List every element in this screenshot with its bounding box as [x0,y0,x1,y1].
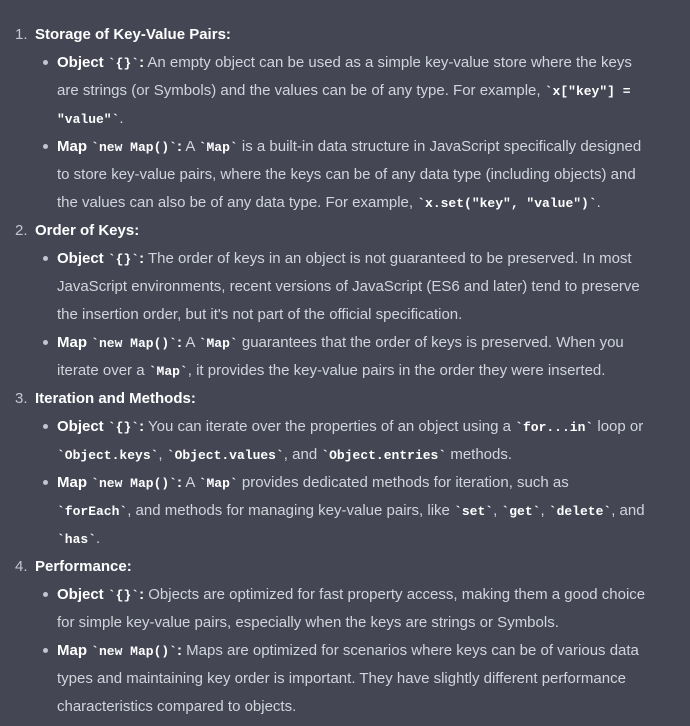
bullet-text-line [0,665,690,693]
inline-code: `for...in` [515,420,594,435]
bullet-icon [43,144,48,149]
text-segment: The order of keys in an object is not guaranteed to be preserved. In most [144,250,632,267]
list-number: 1. [15,26,28,43]
bullet-icon [43,60,48,65]
text-segment: , and [283,446,322,463]
bullet-text-line [0,77,690,105]
section-heading-line [0,21,690,49]
section-heading: Performance: [35,558,132,575]
list-number: 2. [15,222,28,239]
text-segment: : [177,138,182,155]
text-segment: : [177,334,182,351]
bullet-text [57,413,643,442]
text-segment: , it provides the key-value pairs in the order they were inserted. [187,362,606,379]
inline-code: `new Map()` [91,644,177,659]
inline-code: `{}` [107,588,140,603]
inline-code: `x["key"] = [544,84,631,99]
bullet-text-line [0,49,690,77]
bullet-label: Object [57,586,104,603]
bullet-text-line [0,161,690,189]
text-segment: . [596,194,601,211]
text-segment: : [177,474,182,491]
bullet-text-line [0,273,690,301]
inline-code: `set` [454,504,494,519]
section-heading-line [0,385,690,413]
list-number: 4. [15,558,28,575]
inline-code: `Object.values` [166,448,284,463]
text-segment: the insertion order, but it's not part of the official specification. [57,306,463,323]
inline-code: `Object.entries` [321,448,447,463]
bullet-label: Object [57,250,104,267]
section-heading: Storage of Key-Value Pairs: [35,26,231,43]
bullet-label: Map [57,642,87,659]
text-segment: provides dedicated methods for iteration, such as [237,474,569,491]
bullet-text-line [0,609,690,637]
text-segment: , [540,502,549,519]
bullet-text-line [0,245,690,273]
text-segment: for simple key-value pairs, especially when the keys are strings or Symbols. [57,614,559,631]
bullet-icon [43,592,48,597]
bullet-text [57,161,636,189]
text-segment: . [119,110,124,127]
bullet-text [57,637,639,666]
text-segment: the values can also be of any data type. For example, [57,194,418,211]
text-segment: types and maintaining key order is important. They have slightly different performance [57,670,626,687]
bullet-text [57,301,462,329]
inline-code: `x.set("key", "value")` [417,196,597,211]
bullet-text [57,525,100,554]
bullet-label: Map [57,474,87,491]
bullet-text-line [0,329,690,357]
text-segment: : [177,642,182,659]
list-number: 3. [15,390,28,407]
section-heading: Order of Keys: [35,222,140,239]
bullet-text-line [0,469,690,497]
text-segment: An empty object can be used as a simple key-value store where the keys [144,54,632,71]
bullet-text [57,357,605,386]
bullet-icon [43,340,48,345]
text-segment: : [139,54,145,71]
bullet-text [57,133,641,162]
bullet-icon [43,256,48,261]
bullet-text-line [0,581,690,609]
bullet-label: Map [57,334,87,351]
bullet-icon [43,648,48,653]
inline-code: `new Map()` [91,336,177,351]
bullet-text-line [0,441,690,469]
bullet-icon [43,480,48,485]
text-segment: , [158,446,167,463]
bullet-text [57,245,632,274]
inline-code: `Object.keys` [57,448,159,463]
text-segment: iterate over a [57,362,149,379]
bullet-label: Map [57,138,87,155]
inline-code: `Map` [198,336,238,351]
section-heading: Iteration and Methods: [35,390,196,407]
bullet-text [57,469,569,498]
bullet-text [57,77,631,106]
bullet-text-line [0,105,690,133]
text-segment: : [139,250,145,267]
bullet-text-line [0,413,690,441]
inline-code: `Map` [198,476,238,491]
bullet-text-line [0,133,690,161]
bullet-text [57,49,632,78]
inline-code: `{}` [107,420,140,435]
text-segment: . [96,530,101,547]
bullet-icon [43,424,48,429]
text-segment: , and [611,502,645,519]
inline-code: `{}` [107,252,140,267]
text-segment: : [139,586,145,603]
inline-code: `get` [501,504,541,519]
text-segment: Maps are optimized for scenarios where keys can be of various data [182,642,639,659]
text-segment: You can iterate over the properties of an object using a [144,418,516,435]
text-segment: A [182,138,199,155]
text-segment: guarantees that the order of keys is preserved. When you [237,334,624,351]
bullet-text [57,497,645,526]
inline-code: `forEach` [57,504,128,519]
text-segment: is a built-in data structure in JavaScript specifically designed [237,138,642,155]
text-segment: loop or [593,418,644,435]
bullet-text-line [0,637,690,665]
bullet-text-line [0,497,690,525]
text-segment: , [493,502,502,519]
bullet-text-line [0,301,690,329]
bullet-text [57,441,512,470]
bullet-text-line [0,525,690,553]
text-segment: A [182,334,199,351]
bullet-text [57,189,601,218]
inline-code: `delete` [548,504,612,519]
section-heading-line [0,217,690,245]
bullet-text [57,105,124,134]
bullet-label: Object [57,418,104,435]
bullet-text [57,665,626,693]
text-segment: Objects are optimized for fast property access, making them a good choice [144,586,646,603]
inline-code: `Map` [148,364,188,379]
inline-code: `{}` [107,56,140,71]
text-segment: methods. [446,446,513,463]
bullet-text [57,693,296,721]
text-segment: characteristics compared to objects. [57,698,297,715]
bullet-text-line [0,189,690,217]
text-segment: : [139,418,145,435]
text-segment: are strings (or Symbols) and the values can be of any type. For example, [57,82,545,99]
bullet-label: Object [57,54,104,71]
bullet-text-line [0,693,690,721]
bullet-text [57,581,645,610]
text-segment: to store key-value pairs, where the keys can be of any data type (including objects) and [57,166,636,183]
text-segment: JavaScript environments, recent versions of JavaScript (ES6 and later) tend to preserve [57,278,640,295]
bullet-text [57,609,559,637]
bullet-text [57,329,624,358]
bullet-text [57,273,640,301]
text-segment: A [182,474,199,491]
inline-code: `Map` [198,140,238,155]
inline-code: "value"` [57,112,120,127]
text-segment: , and methods for managing key-value pairs, like [127,502,455,519]
bullet-text-line [0,357,690,385]
inline-code: `new Map()` [91,140,177,155]
inline-code: `has` [57,532,97,547]
inline-code: `new Map()` [91,476,177,491]
section-heading-line [0,553,690,581]
